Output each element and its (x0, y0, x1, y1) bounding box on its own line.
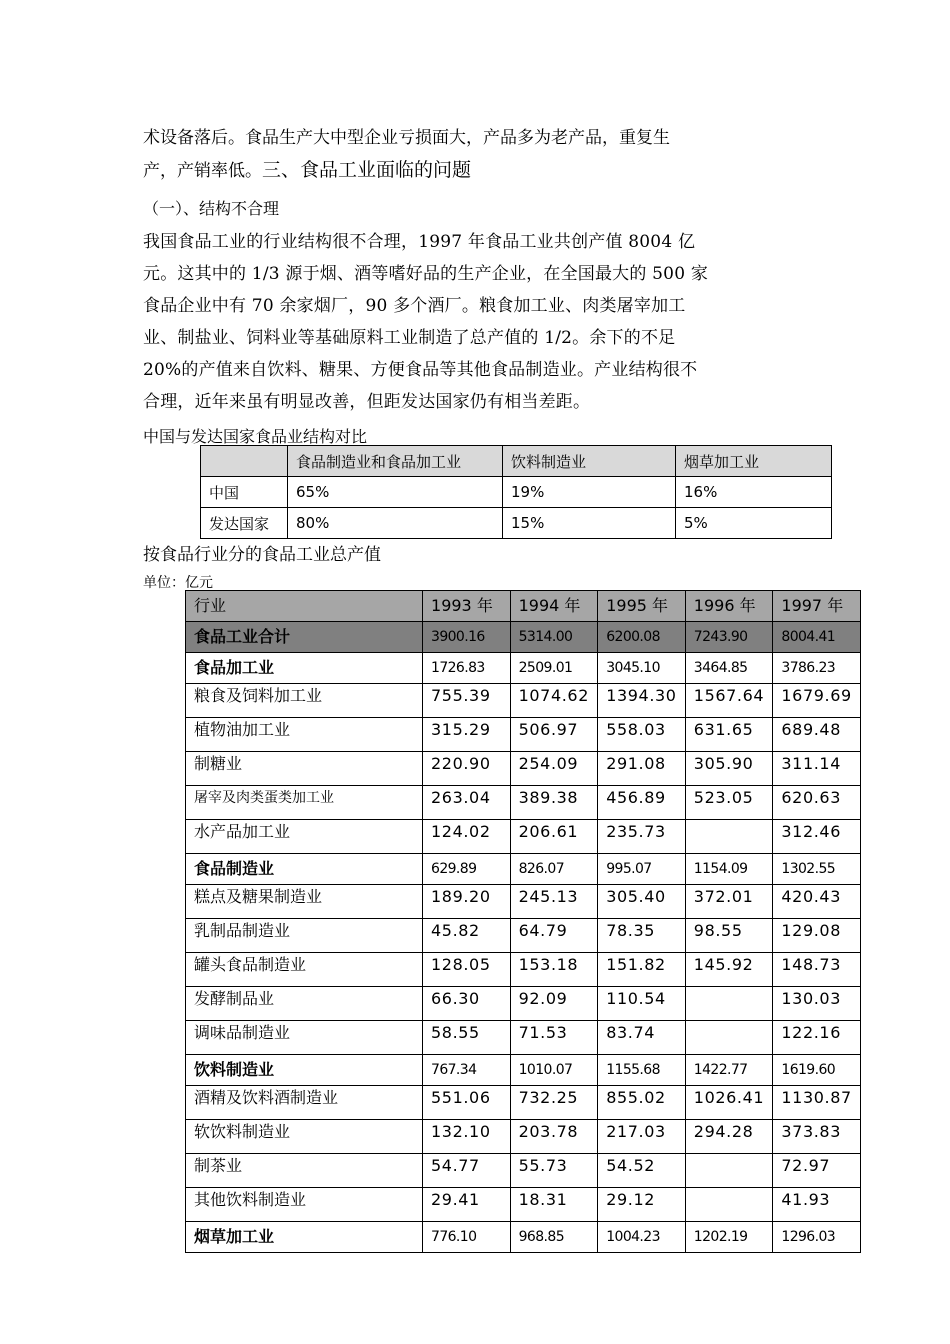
table2-value-cell: 203.78 (510, 1120, 598, 1154)
table2-value-cell: 254.09 (510, 752, 598, 786)
table1-row (201, 477, 832, 508)
table2-value-cell: 83.74 (598, 1021, 686, 1055)
table2-value-cell: 1726.83 (423, 653, 511, 684)
table1-cell: 16% (676, 477, 832, 508)
table2-value-cell: 1010.07 (510, 1055, 598, 1086)
table2-header-cell: 1997 年 (773, 591, 861, 622)
table2-value-cell: 1154.09 (685, 854, 773, 885)
table2-row (186, 854, 861, 885)
table2-value-cell: 1155.68 (598, 1055, 686, 1086)
table2-row-label: 软饮料制造业 (186, 1120, 423, 1154)
table2-value-cell: 1394.30 (598, 684, 686, 718)
table2-value-cell: 776.10 (423, 1222, 511, 1253)
table2-caption: 按食品行业分的食品工业总产值 (143, 545, 381, 565)
table1-header-row (201, 446, 832, 477)
table2-value-cell: 3464.85 (685, 653, 773, 684)
table2-value-cell: 1619.60 (773, 1055, 861, 1086)
table2-row-label: 调味品制造业 (186, 1021, 423, 1055)
table2-row-label: 罐头食品制造业 (186, 953, 423, 987)
table2-value-cell: 5314.00 (510, 622, 598, 653)
table2-value-cell: 732.25 (510, 1086, 598, 1120)
table2-value-cell: 1679.69 (773, 684, 861, 718)
table2-header-cell: 1996 年 (685, 591, 773, 622)
table1-cell: 19% (503, 477, 676, 508)
table2-value-cell: 18.31 (510, 1188, 598, 1222)
table2-value-cell: 64.79 (510, 919, 598, 953)
table2-value-cell: 41.93 (773, 1188, 861, 1222)
section-heading: 三、食品工业面临的问题 (262, 159, 472, 181)
table2-value-cell: 54.52 (598, 1154, 686, 1188)
table1-header-cell: 食品制造业和食品加工业 (288, 446, 503, 477)
table2-value-cell: 389.38 (510, 786, 598, 820)
table2-value-cell: 620.63 (773, 786, 861, 820)
table2-value-cell: 122.16 (773, 1021, 861, 1055)
table2-row-label: 烟草加工业 (186, 1222, 423, 1253)
table2-value-cell: 66.30 (423, 987, 511, 1021)
table2-value-cell: 8004.41 (773, 622, 861, 653)
table1-cell: 5% (676, 508, 832, 539)
table2-header-cell: 1994 年 (510, 591, 598, 622)
table2-value-cell: 245.13 (510, 885, 598, 919)
table2-value-cell: 92.09 (510, 987, 598, 1021)
table2-row (186, 622, 861, 653)
table2-value-cell: 3786.23 (773, 653, 861, 684)
table2-row-label: 制茶业 (186, 1154, 423, 1188)
table2-value-cell: 373.83 (773, 1120, 861, 1154)
table2-value-cell: 148.73 (773, 953, 861, 987)
table2-value-cell: 372.01 (685, 885, 773, 919)
table2-value-cell: 294.28 (685, 1120, 773, 1154)
para2-line: 元。这其中的 1/3 源于烟、酒等嗜好品的生产企业，在全国最大的 500 家 (143, 264, 709, 284)
table2-value-cell: 128.05 (423, 953, 511, 987)
table2-row-label: 水产品加工业 (186, 820, 423, 854)
table1-header-cell: 烟草加工业 (676, 446, 832, 477)
table2-value-cell: 129.08 (773, 919, 861, 953)
table2-value-cell: 145.92 (685, 953, 773, 987)
table2-value-cell: 1422.77 (685, 1055, 773, 1086)
table2-row-label: 发酵制品业 (186, 987, 423, 1021)
table2-row-label: 饮料制造业 (186, 1055, 423, 1086)
table2-row-label: 食品工业合计 (186, 622, 423, 653)
table2-row-label: 糕点及糖果制造业 (186, 885, 423, 919)
table2-row (186, 752, 861, 786)
table1-cell: 65% (288, 477, 503, 508)
table2-row (186, 1086, 861, 1120)
table2-value-cell: 1202.19 (685, 1222, 773, 1253)
table2-value-cell: 3045.10 (598, 653, 686, 684)
table2-value-cell: 312.46 (773, 820, 861, 854)
table2-value-cell: 220.90 (423, 752, 511, 786)
table2-value-cell: 1074.62 (510, 684, 598, 718)
table2-value-cell: 263.04 (423, 786, 511, 820)
table2-value-cell: 631.65 (685, 718, 773, 752)
table2-value-cell: 45.82 (423, 919, 511, 953)
table2-value-cell: 315.29 (423, 718, 511, 752)
industry-output-table (185, 590, 861, 1253)
table2-value-cell: 189.20 (423, 885, 511, 919)
table2-row-label: 屠宰及肉类蛋类加工业 (186, 786, 423, 820)
table2-value-cell: 291.08 (598, 752, 686, 786)
table2-value-cell: 995.07 (598, 854, 686, 885)
para2-line: 我国食品工业的行业结构很不合理，1997 年食品工业共创产值 8004 亿 (143, 232, 696, 252)
para1-line1: 术设备落后。食品生产大中型企业亏损面大，产品多为老产品，重复生 (143, 128, 670, 148)
unit-label: 单位：亿元 (143, 575, 213, 591)
table2-row-label: 植物油加工业 (186, 718, 423, 752)
table2-value-cell: 506.97 (510, 718, 598, 752)
para1-line2: 产，产销率低。 (143, 161, 262, 181)
table2-value-cell: 78.35 (598, 919, 686, 953)
table2-row (186, 684, 861, 718)
table2-value-cell: 124.02 (423, 820, 511, 854)
table2-value-cell: 132.10 (423, 1120, 511, 1154)
table2-value-cell: 767.34 (423, 1055, 511, 1086)
table2-value-cell: 153.18 (510, 953, 598, 987)
table2-value-cell: 1296.03 (773, 1222, 861, 1253)
table2-value-cell (685, 1021, 773, 1055)
table2-value-cell: 1302.55 (773, 854, 861, 885)
para2-line: 合理，近年来虽有明显改善，但距发达国家仍有相当差距。 (143, 392, 591, 412)
table2-row-label: 乳制品制造业 (186, 919, 423, 953)
table2-value-cell: 7243.90 (685, 622, 773, 653)
table2-value-cell: 755.39 (423, 684, 511, 718)
para2-line: 业、制盐业、饲料业等基础原料工业制造了总产值的 1/2。余下的不足 (143, 328, 676, 348)
table2-header-row (186, 591, 861, 622)
table2-row (186, 1188, 861, 1222)
table2-value-cell: 217.03 (598, 1120, 686, 1154)
table2-value-cell: 130.03 (773, 987, 861, 1021)
table2-row (186, 820, 861, 854)
table2-row (186, 1120, 861, 1154)
table1-header-cell: 饮料制造业 (503, 446, 676, 477)
table2-value-cell: 420.43 (773, 885, 861, 919)
table2-value-cell (685, 1154, 773, 1188)
table2-value-cell: 110.54 (598, 987, 686, 1021)
table2-value-cell (685, 820, 773, 854)
table2-value-cell: 456.89 (598, 786, 686, 820)
table2-value-cell: 206.61 (510, 820, 598, 854)
comparison-table (200, 445, 832, 539)
table2-row (186, 786, 861, 820)
table2-row-label: 食品制造业 (186, 854, 423, 885)
table2-row (186, 987, 861, 1021)
table2-value-cell: 1026.41 (685, 1086, 773, 1120)
table1-row (201, 508, 832, 539)
table1-cell: 15% (503, 508, 676, 539)
table2-header-cell: 1995 年 (598, 591, 686, 622)
table2-value-cell: 1004.23 (598, 1222, 686, 1253)
sub-heading: （一）、结构不合理 (143, 199, 280, 218)
table2-value-cell: 311.14 (773, 752, 861, 786)
table1-cell: 发达国家 (201, 508, 288, 539)
table2-value-cell: 3900.16 (423, 622, 511, 653)
table2-row (186, 1154, 861, 1188)
table2-value-cell: 71.53 (510, 1021, 598, 1055)
table2-value-cell: 558.03 (598, 718, 686, 752)
table2-row (186, 653, 861, 684)
table2-value-cell: 305.40 (598, 885, 686, 919)
table2-value-cell: 826.07 (510, 854, 598, 885)
table2-row (186, 885, 861, 919)
table2-value-cell: 72.97 (773, 1154, 861, 1188)
table2-value-cell: 6200.08 (598, 622, 686, 653)
table2-value-cell: 968.85 (510, 1222, 598, 1253)
table1-cell: 中国 (201, 477, 288, 508)
table2-value-cell: 54.77 (423, 1154, 511, 1188)
table2-row-label: 制糖业 (186, 752, 423, 786)
table2-value-cell: 855.02 (598, 1086, 686, 1120)
table2-header-cell: 行业 (186, 591, 423, 622)
table2-value-cell: 1130.87 (773, 1086, 861, 1120)
table2-value-cell: 1567.64 (685, 684, 773, 718)
table2-value-cell: 29.12 (598, 1188, 686, 1222)
para2-line: 20%的产值来自饮料、糖果、方便食品等其他食品制造业。产业结构很不 (143, 360, 698, 380)
table2-row (186, 919, 861, 953)
table2-row-label: 食品加工业 (186, 653, 423, 684)
table2-row (186, 718, 861, 752)
table2-value-cell: 235.73 (598, 820, 686, 854)
table1-cell: 80% (288, 508, 503, 539)
table2-value-cell: 98.55 (685, 919, 773, 953)
table2-row (186, 1021, 861, 1055)
table2-row (186, 1222, 861, 1253)
table2-value-cell: 55.73 (510, 1154, 598, 1188)
table2-value-cell (685, 987, 773, 1021)
table2-value-cell: 689.48 (773, 718, 861, 752)
table2-value-cell (685, 1188, 773, 1222)
para2-line: 食品企业中有 70 余家烟厂，90 多个酒厂。粮食加工业、肉类屠宰加工 (143, 296, 686, 316)
table2-value-cell: 305.90 (685, 752, 773, 786)
table2-value-cell: 29.41 (423, 1188, 511, 1222)
table2-value-cell: 629.89 (423, 854, 511, 885)
table2-value-cell: 151.82 (598, 953, 686, 987)
table2-value-cell: 58.55 (423, 1021, 511, 1055)
table2-row-label: 酒精及饮料酒制造业 (186, 1086, 423, 1120)
table2-row (186, 953, 861, 987)
table2-row (186, 1055, 861, 1086)
paragraph-intro (143, 122, 763, 187)
table1-header-cell (201, 446, 288, 477)
table2-value-cell: 551.06 (423, 1086, 511, 1120)
table2-row-label: 粮食及饲料加工业 (186, 684, 423, 718)
table2-value-cell: 523.05 (685, 786, 773, 820)
table1-caption: 中国与发达国家食品业结构对比 (143, 427, 368, 446)
table2-row-label: 其他饮料制造业 (186, 1188, 423, 1222)
table2-value-cell: 2509.01 (510, 653, 598, 684)
table2-header-cell: 1993 年 (423, 591, 511, 622)
paragraph-structure (143, 226, 763, 418)
